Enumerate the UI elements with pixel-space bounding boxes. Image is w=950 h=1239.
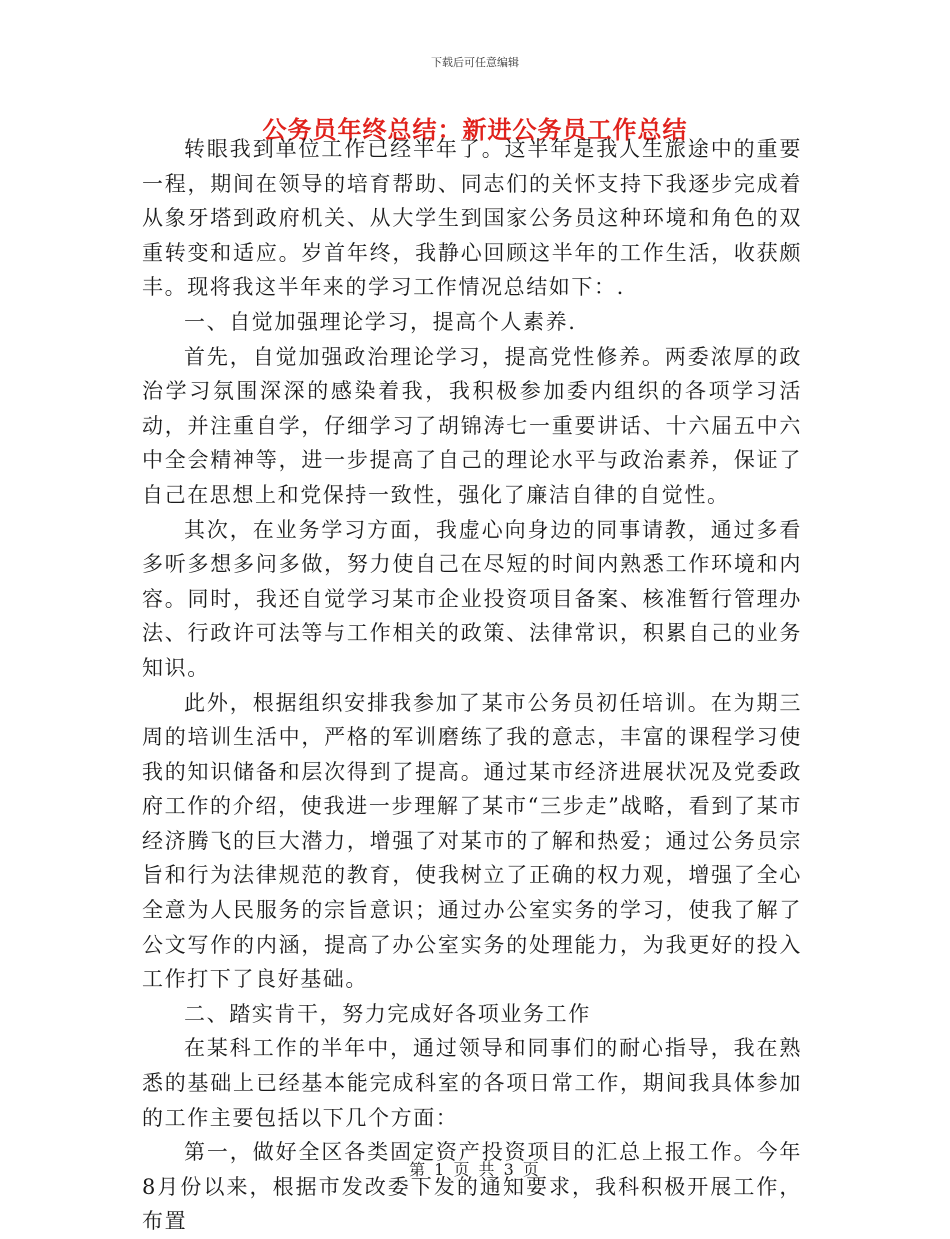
paragraph-first-item: 第一，做好全区各类固定资产投资项目的汇总上报工作。今年8月份以来，根据市发改委下发的通知要求，我科积极开展工作，布置: [142, 1140, 802, 1234]
document-body: [142, 132, 802, 1239]
header-note: 下载后可任意编辑: [431, 56, 519, 69]
paragraph-business-study: 其次，在业务学习方面，我虚心向身边的同事请教，通过多看多听多想多问多做，努力使自己在尽短的时间内熟悉工作环境和内容。同时，我还自觉学习某市企业投资项目备案、核准暂行管理办法、行政许可法等与工作相关的政策、法律常识，积累自己的业务知识。: [142, 517, 802, 680]
paragraph-intro: 转眼我到单位工作已经半年了。这半年是我人生旅途中的重要一程，期间在领导的培育帮助、同志们的关怀支持下我逐步完成着从象牙塔到政府机关、从大学生到国家公务员这种环境和角色的双重转变和适应。岁首年终，我静心回顾这半年的工作生活，收获颇丰。现将我这半年来的学习工作情况总结如下：.: [142, 137, 802, 300]
paragraph-work-overview: 在某科工作的半年中，通过领导和同事们的耐心指导，我在熟悉的基础上已经基本能完成科室的各项日常工作，期间我具体参加的工作主要包括以下几个方面：: [142, 1036, 802, 1130]
section-heading-2: 二、踏实肯干，努力完成好各项业务工作: [184, 1001, 591, 1026]
section-heading-1: 一、自觉加强理论学习，提高个人素养.: [184, 309, 577, 334]
document-title: 公务员年终总结：新进公务员工作总结: [262, 115, 688, 144]
paragraph-training: 此外，根据组织安排我参加了某市公务员初任培训。在为期三周的培训生活中，严格的军训磨练了我的意志，丰富的课程学习使我的知识储备和层次得到了提高。通过某市经济进展状况及党委政府工作的介绍，使我进一步理解了某市“三步走”战略，看到了某市经济腾飞的巨大潜力，增强了对某市的了解和热爱；通过公务员宗旨和行为法律规范的教育，使我树立了正确的权力观，增强了全心全意为人民服务的宗旨意识；通过办公室实务的学习，使我了解了公文写作的内涵，提高了办公室实务的处理能力，为我更好的投入工作打下了良好基础。: [142, 690, 802, 992]
paragraph-political-study: 首先，自觉加强政治理论学习，提高党性修养。两委浓厚的政治学习氛围深深的感染着我，我积极参加委内组织的各项学习活动，并注重自学，仔细学习了胡锦涛七一重要讲话、十六届五中六中全会精神等，进一步提高了自己的理论水平与政治素养，保证了自己在思想上和党保持一致性，强化了廉洁自律的自觉性。: [142, 344, 802, 507]
page-footer: 第 1 页 共 3 页: [409, 1160, 541, 1179]
